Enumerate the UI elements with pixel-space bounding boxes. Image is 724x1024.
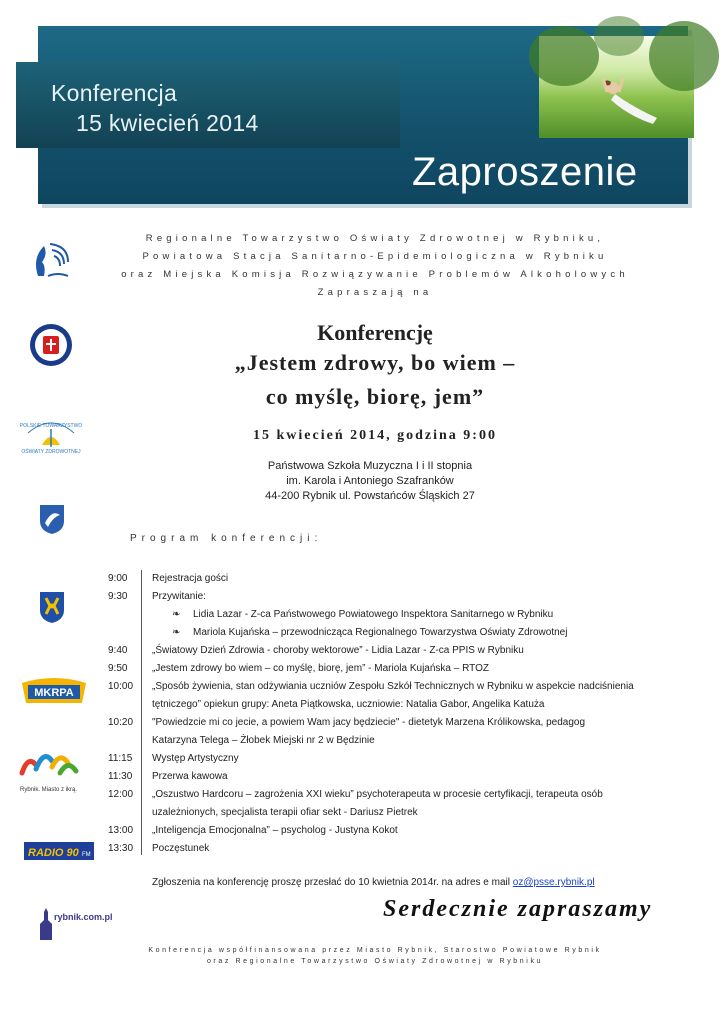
conference-label: Konferencja [51,80,178,106]
mkrpa-text: MKRPA [34,687,74,699]
program-time: 11:15 [108,753,133,764]
program-time: 11:30 [108,771,133,782]
program-time: 10:00 [108,681,134,692]
program-label: Program konferencji: [130,533,323,544]
program-time: 9:00 [108,573,128,584]
venue-line-1: Państwowa Szkoła Muzyczna I i II stopnia [267,460,473,472]
program-item: Poczęstunek [152,843,210,854]
rybnik-city-logo [18,745,80,795]
program-item: „Inteligencja Emocjonalna” – psycholog - Justyna Kokot [152,825,398,836]
program-item: Przerwa kawowa [152,771,228,782]
conference-datetime: 15 kwiecień 2014, godzina 9:00 [253,428,497,443]
conference-date: 15 kwiecień 2014 [76,110,259,136]
program-time: 10:20 [108,717,134,728]
invite-line: Zapraszają na [317,287,433,298]
program-item: Katarzyna Telega – Żłobek Miejski nr 2 w Będzinie [152,735,375,746]
portal-text: rybnik.com.pl [54,912,113,922]
venue-line-2: im. Karola i Antoniego Szafranków [286,475,454,487]
program-time: 12:00 [108,789,134,800]
invitation-title: Zaproszenie [412,150,638,194]
header-photo [539,36,694,138]
conference-date-box [16,62,400,148]
program-time: 9:50 [108,663,128,674]
registration-note [152,877,595,888]
rybnik-tagline: Rybnik. Miasto z ikrą. [20,787,78,793]
conference-heading: Konferencję [317,320,433,345]
psse-logo [28,322,74,368]
organizers-line-1: Regionalne Towarzystwo Oświaty Zdrowotnej w Rybniku, [145,233,605,244]
program-item: tętniczego” opiekun grupy: Aneta Piątkowska, uczniowie: Natalia Gabor, Angelika Katuża [152,699,545,710]
ptoz-arc-text: POLSKIE TOWARZYSTWO [19,423,83,429]
radio90-logo [24,842,94,860]
program-item: Mariola Kujańska – przewodnicząca Regionalnego Towarzystwa Oświaty Zdrowotnej [193,627,568,638]
program-item: „Światowy Dzień Zdrowia - choroby wektorowe” - Lidia Lazar - Z-ca PPIS w Rybniku [152,645,524,656]
bullet-icon: ❧ [172,627,181,638]
radio-text: RADIO 90 [28,847,79,859]
program-item: „Oszustwo Hardcoru – zagrożenia XXI wieku” psychoterapeuta w procesie certyfikacji, terapeuta osób [152,789,603,800]
program-item: "Powiedzcie mi co jecie, a powiem Wam jacy będziecie" - dietetyk Marzena Królikowska, pedagog [152,717,586,728]
rybnik-crest-logo [38,590,66,624]
conference-title-1: „Jestem zdrowy, bo wiem – [234,350,516,375]
rtoz-logo [28,236,74,282]
program-time: 13:00 [108,825,134,836]
program-item: uzależnionych, specjalista terapii ofiar sekt - Dariusz Pietrek [152,807,418,818]
registration-email-link[interactable]: oz@psse.rybnik.pl [512,877,595,888]
program-item: Przywitanie: [152,591,206,602]
ptoz-text: OŚWIATY ZDROWOTNEJ [21,449,81,455]
program-item: Lidia Lazar - Z-ca Państwowego Powiatowego Inspektora Sanitarnego w Rybniku [193,609,554,620]
ptoz-logo [19,415,83,457]
program-item: Rejestracja gości [152,573,229,584]
program-item: Występ Artystyczny [152,753,239,764]
closing-greeting: Serdecznie zapraszamy [383,896,653,922]
program-time: 9:40 [108,645,128,656]
program-item: „Jestem zdrowy bo wiem – co myślę, biorę, jem” - Mariola Kujańska – RTOZ [152,663,489,674]
radio-unit: FM [82,852,91,858]
program-item: „Sposób żywienia, stan odżywiania uczniów Zespołu Szkół Technicznych w Rybniku w aspekcie nadciśnienia [152,681,634,692]
mkrpa-logo [20,675,88,705]
organizers-line-3: oraz Miejska Komisja Rozwiązywanie Problemów Alkoholowych [121,269,629,280]
footer-line-1: Konferencja współfinansowana przez Miasto Rybnik, Starostwo Powiatowe Rybnik [148,947,602,954]
conference-title-2: co myślę, biorę, jem” [265,384,485,409]
program-time: 13:30 [108,843,134,854]
rybnik-com-logo [36,906,113,942]
program-divider [141,570,142,855]
county-crest-logo [38,503,66,535]
venue-line-3: 44-200 Rybnik ul. Powstańców Śląskich 27 [265,490,475,502]
footer-line-2: oraz Regionalne Towarzystwo Oświaty Zdrowotnej w Rybniku [206,958,544,965]
organizers-line-2: Powiatowa Stacja Sanitarno-Epidemiologiczna w Rybniku [142,251,608,262]
bullet-icon: ❧ [172,609,181,620]
registration-text: Zgłoszenia na konferencję proszę przesłać do 10 kwietnia 2014r. na adres e mail [152,877,513,888]
program-time: 9:30 [108,591,128,602]
